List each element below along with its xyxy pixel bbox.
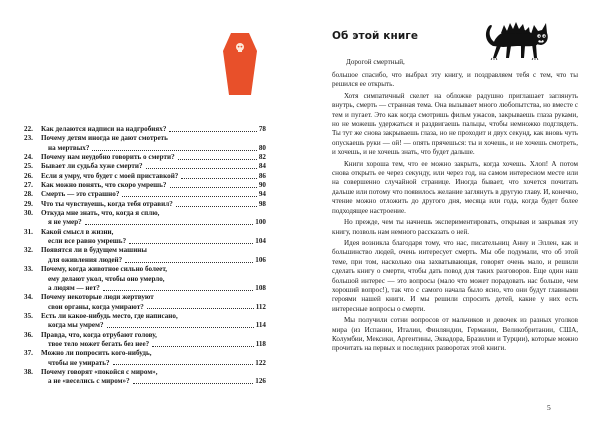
toc-entry bbox=[24, 331, 266, 350]
toc-entry-line: для оживления людей? bbox=[48, 255, 123, 264]
toc-entry bbox=[24, 125, 266, 134]
toc-dot-leader bbox=[178, 153, 257, 160]
toc-dot-leader bbox=[133, 377, 254, 384]
toc-entry-number: 31. bbox=[24, 227, 33, 236]
toc-entry bbox=[24, 181, 266, 190]
table-of-contents bbox=[24, 125, 266, 387]
body-paragraph: Идея возникла благодаря тому, что нас, писательниц Анну и Эллен, как и большинство людей, очень интересует смерть. Мы обе подумали, что об этой теме, при том, насколько она захватывающая, говорят очень мало, и решили сделать книгу о смерти, чтобы дать повод для таких разговоров. Еще один наш большой интерес — это вопросы (мало что может порадовать нас больше, чем хороший вопрос!), так что с самого начала было ясно, что они будут главными героями нашей книги. И мы решили спросить детей, какие у них есть интересные вопросы о смерти. bbox=[332, 238, 578, 313]
page-number: 5 bbox=[547, 403, 551, 412]
toc-entry-page: 94 bbox=[258, 190, 266, 199]
greeting: Дорогой смертный, bbox=[346, 58, 405, 66]
toc-entry-line: Почему некоторые люди жертвуют bbox=[41, 293, 154, 302]
toc-entry bbox=[24, 209, 266, 228]
toc-dot-leader bbox=[107, 321, 254, 328]
toc-entry-title bbox=[41, 228, 266, 247]
body-paragraph: Мы получили сотни вопросов от мальчиков и девочек из разных уголков мира (из Испании, Италии, Финляндии, Германии, Великобритании, США, Колумбии, Мексики, Аргентины, Эквадора, Бразилии и Турции), которые можно прочитать на первых и последних разворотах этой книги. bbox=[332, 316, 578, 353]
toc-dot-leader bbox=[170, 181, 257, 188]
toc-entry-page: 118 bbox=[255, 339, 266, 348]
toc-entry-title bbox=[41, 209, 266, 228]
toc-entry-number: 33. bbox=[24, 265, 33, 274]
toc-dot-leader bbox=[152, 340, 253, 347]
coffin-illustration bbox=[223, 33, 257, 95]
toc-entry bbox=[24, 349, 266, 368]
toc-entry-line: Бывает ли судьба хуже смерти? bbox=[41, 162, 143, 171]
toc-entry-line: Как делаются надписи на надгробиях? bbox=[41, 125, 167, 133]
toc-entry-title bbox=[41, 349, 266, 368]
toc-entry-number: 36. bbox=[24, 330, 33, 339]
toc-entry-line: Правда, что, когда отрубают голову, bbox=[41, 330, 157, 339]
body-paragraph: Но прежде, чем ты начнешь экспериментировать, открывая и закрывая эту книгу, позволь нам немного рассказать о ней. bbox=[332, 218, 578, 236]
toc-entry-page: 78 bbox=[258, 125, 266, 133]
toc-entry-title bbox=[41, 162, 266, 171]
toc-entry-line: Почему нам неудобно говорить о смерти? bbox=[41, 153, 175, 162]
toc-entry-line: ему делают укол, чтобы оно умерло, bbox=[48, 274, 165, 283]
toc-entry-page: 98 bbox=[258, 199, 266, 208]
toc-entry-page: 122 bbox=[255, 358, 266, 367]
toc-entry-page: 114 bbox=[255, 321, 266, 330]
toc-entry-line: а людям — нет? bbox=[48, 283, 100, 292]
toc-entry bbox=[24, 153, 266, 162]
toc-entry-line: Можно ли попросить кого-нибудь, bbox=[41, 349, 152, 358]
toc-entry-page: 126 bbox=[255, 377, 266, 386]
toc-entry-line: Почему говорят «покойся с миром», bbox=[41, 367, 158, 376]
toc-entry-page: 84 bbox=[258, 162, 266, 171]
toc-entry-page: 82 bbox=[258, 153, 266, 162]
toc-entry-number: 30. bbox=[24, 209, 33, 218]
toc-entry-line: Как можно понять, что скоро умрешь? bbox=[41, 181, 167, 190]
toc-entry-line: я не умер? bbox=[48, 218, 82, 227]
toc-entry-line: Какой смысл в жизни, bbox=[41, 227, 114, 236]
toc-entry-title bbox=[41, 190, 266, 199]
toc-entry-title bbox=[41, 153, 266, 162]
toc-dot-leader bbox=[169, 125, 256, 132]
toc-entry-page: 108 bbox=[255, 283, 266, 292]
toc-entry-title bbox=[41, 246, 266, 265]
toc-entry-title bbox=[41, 125, 266, 134]
toc-entry-line: Почему детям иногда не дают смотреть bbox=[41, 134, 168, 143]
toc-entry-number: 26. bbox=[24, 171, 33, 180]
toc-entry-number: 23. bbox=[24, 134, 33, 143]
toc-entry-page: 100 bbox=[255, 218, 266, 227]
toc-entry-page: 112 bbox=[255, 302, 266, 311]
toc-entry bbox=[24, 134, 266, 153]
toc-entry-line: на мертвых? bbox=[48, 143, 90, 152]
toc-dot-leader bbox=[122, 190, 256, 197]
black-cat-illustration bbox=[483, 16, 551, 60]
toc-entry-title bbox=[41, 368, 266, 387]
body-paragraph: Книги хороша тем, что ее можно закрыть, когда хочешь. Хлоп! А потом снова открыть ее через секунду, или через год, на самом интересном месте или на совершенно случайной странице. Иногда бывает, что хочется почитать дальше или потому что появилось желание заглянуть в другую главу. И, конечно, чтение можно отложить до другого дня, месяца или года, когда будет более подходящее настроение. bbox=[332, 159, 578, 215]
toc-entry-title bbox=[41, 200, 266, 209]
toc-entry bbox=[24, 200, 266, 209]
toc-entry bbox=[24, 312, 266, 331]
toc-entry-line: Если я умру, что будет с моей приставкой? bbox=[41, 171, 179, 180]
body-paragraph: большое спасибо, что выбрал эту книгу, и поздравляем тебя с тем, что ты решился ее открыть. bbox=[332, 71, 578, 89]
toc-entry-line: Появятся ли в будущем машины bbox=[41, 246, 147, 255]
toc-entry-line: свои органы, когда умирают? bbox=[48, 302, 144, 311]
toc-entry-line: если все равно умрешь? bbox=[48, 237, 127, 246]
toc-entry-line: Смерть — это страшно? bbox=[41, 190, 120, 199]
toc-entry bbox=[24, 190, 266, 199]
toc-entry bbox=[24, 172, 266, 181]
toc-entry-number: 27. bbox=[24, 181, 33, 190]
toc-entry-page: 80 bbox=[258, 143, 266, 152]
toc-entry-line: Что ты чувствуешь, когда тебя отравил? bbox=[41, 199, 173, 208]
toc-dot-leader bbox=[176, 200, 257, 207]
toc-entry-page: 104 bbox=[255, 237, 266, 246]
toc-dot-leader bbox=[92, 144, 256, 151]
toc-entry-title bbox=[41, 293, 266, 312]
toc-entry-title bbox=[41, 134, 266, 153]
toc-entry-number: 35. bbox=[24, 311, 33, 320]
toc-entry-number: 38. bbox=[24, 367, 33, 376]
toc-dot-leader bbox=[125, 256, 253, 263]
toc-entry-number: 24. bbox=[24, 153, 33, 162]
toc-entry bbox=[24, 368, 266, 387]
toc-entry-number: 29. bbox=[24, 199, 33, 208]
toc-entry-number: 28. bbox=[24, 190, 33, 199]
toc-dot-leader bbox=[146, 162, 257, 169]
toc-entry bbox=[24, 246, 266, 265]
toc-entry-line: Есть ли какое-нибудь место, где написано, bbox=[41, 311, 178, 320]
toc-dot-leader bbox=[147, 303, 254, 310]
toc-entry-line: твое тело может бегать без нее? bbox=[48, 339, 150, 348]
toc-entry-number: 22. bbox=[24, 125, 33, 133]
toc-entry bbox=[24, 162, 266, 171]
toc-dot-leader bbox=[181, 172, 256, 179]
toc-entry-number: 37. bbox=[24, 349, 33, 358]
toc-entry-line: чтобы не умирать? bbox=[48, 358, 110, 367]
right-page bbox=[300, 0, 600, 427]
toc-dot-leader bbox=[129, 237, 253, 244]
toc-entry-number: 32. bbox=[24, 246, 33, 255]
toc-entry-number: 34. bbox=[24, 293, 33, 302]
toc-entry-page: 86 bbox=[258, 171, 266, 180]
toc-entry-line: Откуда мне знать, что, когда я сплю, bbox=[41, 209, 160, 218]
toc-entry-line: Почему, когда животное сильно болеет, bbox=[41, 265, 168, 274]
toc-entry-page: 106 bbox=[255, 255, 266, 264]
toc-entry bbox=[24, 228, 266, 247]
body-paragraph: Хотя симпатичный скелет на обложке радушно приглашает заглянуть внутрь, смерть — странная тема. Она вызывает много любопытства, но вместе с тем и пугает. Это как когда смотришь фильм ужасов, закрываешь глаза руками, но не можешь удержаться и раздвигаешь пальцы, чтобы немножко подглядеть. Ты тут же снова закрываешь глаза, но не проходит и двух секунд, как вновь чуть опускаешь руки — ой! — опять прячешься: ты и хочешь, и не хочешь смотреть, и хочешь, и не хочешь знать, что будет дальше. bbox=[332, 91, 578, 157]
toc-entry-title bbox=[41, 312, 266, 331]
toc-entry-title bbox=[41, 331, 266, 350]
toc-entry-title bbox=[41, 172, 266, 181]
toc-entry-title bbox=[41, 265, 266, 293]
toc-entry-title bbox=[41, 181, 266, 190]
toc-dot-leader bbox=[103, 284, 254, 291]
body-text bbox=[332, 71, 578, 356]
toc-entry bbox=[24, 265, 266, 293]
toc-entry-line: когда мы умрем? bbox=[48, 321, 104, 330]
toc-entry-number: 25. bbox=[24, 162, 33, 171]
section-title: Об этой книге bbox=[332, 30, 419, 42]
toc-entry-page: 90 bbox=[258, 181, 266, 190]
toc-entry bbox=[24, 293, 266, 312]
toc-dot-leader bbox=[85, 218, 254, 225]
toc-entry-line: а не «веселись с миром»? bbox=[48, 377, 130, 386]
toc-dot-leader bbox=[113, 359, 254, 366]
